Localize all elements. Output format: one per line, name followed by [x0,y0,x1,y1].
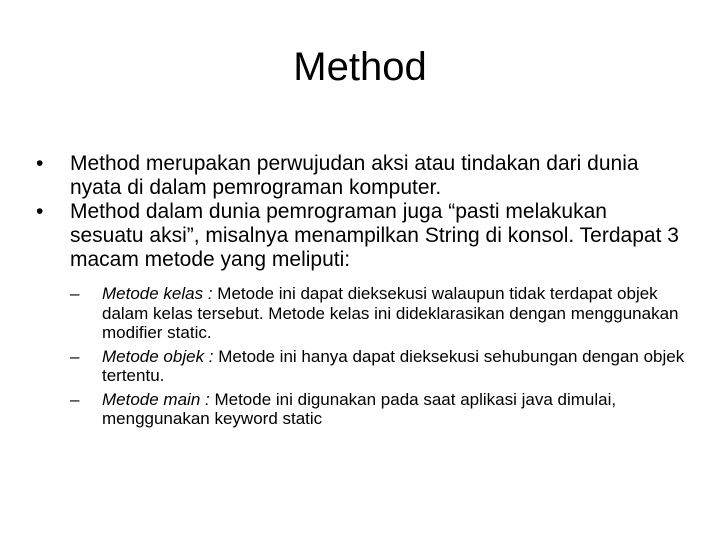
dash-icon: – [70,284,80,303]
slide-body [36,152,686,433]
sub-bullet-text: Metode ini dapat dieksekusi walaupun tidak terdapat objek dalam kelas tersebut. Metode kelas ini dideklarasikan dengan menggunakan modifier static. [102,284,679,342]
sub-bullet-list [36,284,686,429]
bullet-text: Method merupakan perwujudan aksi atau tindakan dari dunia nyata di dalam pemrograman komputer. [70,152,639,199]
bullet-dot-icon: • [36,200,44,223]
bullet-item [36,152,686,200]
dash-icon: – [70,389,80,409]
slide-title: Method [293,45,427,89]
dash-icon: – [70,346,80,366]
sub-bullet-term: Metode objek : [102,346,219,366]
sub-bullet-item [70,347,686,386]
bullet-dot-icon: • [36,152,44,175]
sub-bullet-text: Metode ini hanya dapat dieksekusi sehubungan dengan objek tertentu. [102,346,685,385]
sub-bullet-term: Metode main : [102,389,215,409]
bullet-text: Method dalam dunia pemrograman juga “pasti melakukan sesuatu aksi”, misalnya menampilkan String di konsol. Terdapat 3 macam metode yang meliputi: [70,200,679,271]
sub-bullet-item [70,284,686,343]
sub-bullet-text: Metode ini digunakan pada saat aplikasi java dimulai, menggunakan keyword static [102,389,617,428]
bullet-item [36,200,686,272]
sub-bullet-item [70,390,686,429]
sub-bullet-term: Metode kelas : [102,284,218,303]
